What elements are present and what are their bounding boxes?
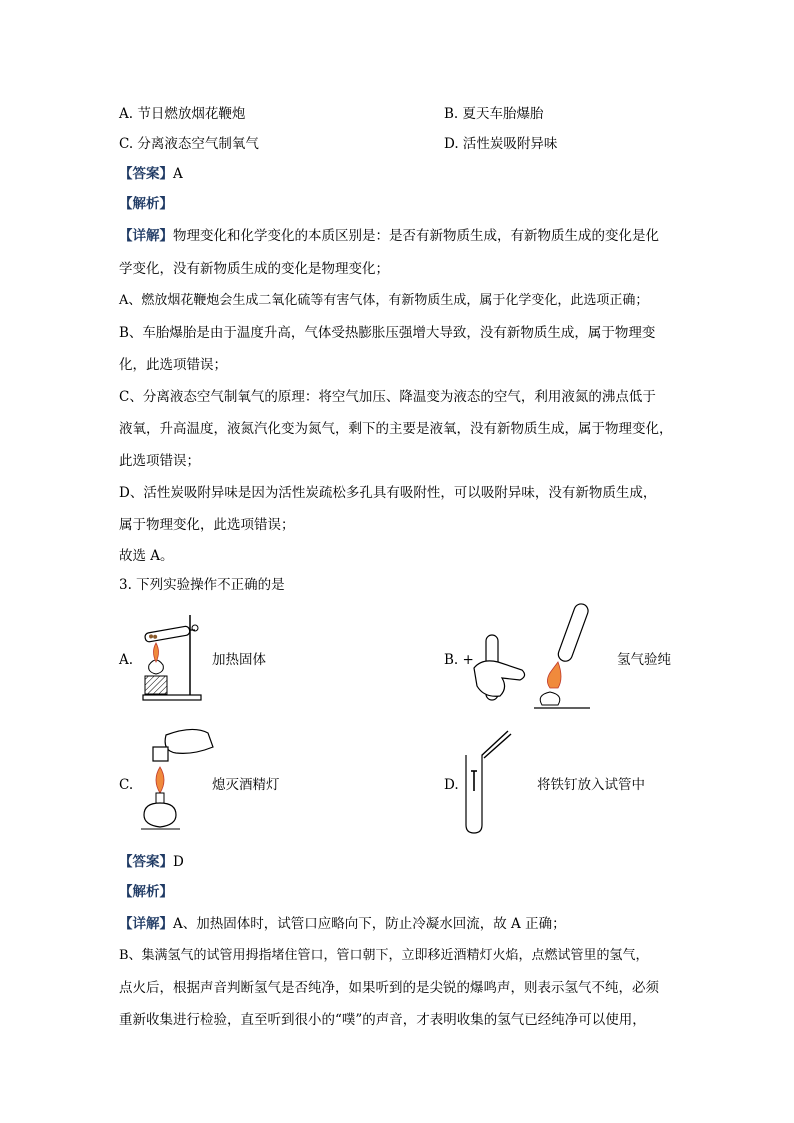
q3-stem: 3. 下列实验操作不正确的是 — [119, 577, 285, 593]
q2-detail-line: 此选项错误； — [119, 453, 200, 469]
q2-option-a: A. 节日燃放烟花鞭炮 — [119, 106, 246, 122]
detail-tag: 【详解】 — [119, 916, 173, 932]
answer-tag: 【答案】 — [119, 854, 173, 870]
q2-answer — [119, 164, 679, 184]
q2-detail-line: B、车胎爆胎是由于温度升高，气体受热膨胀压强增大导致，没有新物质生成，属于物理变 — [119, 325, 656, 341]
q3-detail-line: B、集满氢气的试管用拇指堵住管口，管口朝下，立即移近酒精灯火焰，点燃试管里的氢气， — [119, 948, 649, 963]
q2-detail-line: D、活性炭吸附异味是因为活性炭疏松多孔具有吸附性，可以吸附异味，没有新物质生成， — [119, 485, 657, 501]
q2-detail-line: 故选 A。 — [119, 548, 174, 564]
detail-text: 物理变化和化学变化的本质区别是：是否有新物质生成，有新物质生成的变化是化 — [173, 228, 659, 244]
answer-tag: 【答案】 — [119, 166, 173, 182]
q3-option-d-label: 将铁钉放入试管中 — [537, 777, 645, 793]
detail-text: A、加热固体时，试管口应略向下，防止冷凝水回流，故 A 正确； — [173, 916, 566, 932]
q2-detail-line — [119, 226, 679, 246]
answer-value: A — [173, 166, 183, 182]
q2-detail-line: 学变化，没有新物质生成的变化是物理变化； — [119, 261, 389, 277]
hydrogen-test-figure — [472, 600, 592, 715]
q3-analysis-tag: 【解析】 — [119, 884, 173, 900]
q2-option-c: C. 分离液态空气制氧气 — [119, 136, 259, 152]
q2-analysis-tag: 【解析】 — [119, 196, 173, 212]
q3-answer — [119, 852, 679, 872]
q3-detail-line: 点火后，根据声音判断氢气是否纯净，如果听到的是尖锐的爆鸣声，则表示氢气不纯，必须 — [119, 980, 659, 996]
q3-option-b-label: 氢气验纯 — [617, 652, 671, 668]
q2-option-b: B. 夏天车胎爆胎 — [444, 106, 544, 122]
q2-detail-line: A、燃放烟花鞭炮会生成二氧化硫等有害气体，有新物质生成，属于化学变化，此选项正确； — [119, 293, 649, 308]
q2-detail-line: 属于物理变化，此选项错误； — [119, 517, 295, 533]
q2-detail-line: 化，此选项错误； — [119, 357, 227, 373]
extinguish-lamp-figure — [138, 725, 218, 835]
q2-detail-line: C、分离液态空气制氧气的原理：将空气加压、降温变为液态的空气，利用液氮的沸点低于 — [119, 389, 656, 405]
q3-option-a-label: 加热固体 — [212, 652, 266, 668]
q3-detail-line: 重新收集进行检验，直至听到很小的“噗”的声音，才表明收集的氢气已经纯净可以使用， — [119, 1012, 646, 1028]
q3-option-c-letter: C. — [119, 777, 134, 793]
q2-detail-line: 液氧，升高温度，液氮汽化变为氮气，剩下的主要是液氧，没有新物质生成，属于物理变化， — [119, 421, 673, 437]
answer-value: D — [173, 854, 184, 870]
q3-option-b-letter: B. + — [444, 652, 474, 668]
q3-option-d-letter: D. — [444, 777, 459, 793]
detail-tag: 【详解】 — [119, 228, 173, 244]
iron-nail-figure — [458, 727, 518, 837]
q3-option-a-letter: A. — [119, 652, 134, 668]
q3-option-c-label: 熄灭酒精灯 — [212, 777, 280, 793]
q3-detail-line — [119, 914, 679, 934]
heating-solid-figure — [135, 610, 210, 705]
q2-option-d: D. 活性炭吸附异味 — [444, 136, 558, 152]
